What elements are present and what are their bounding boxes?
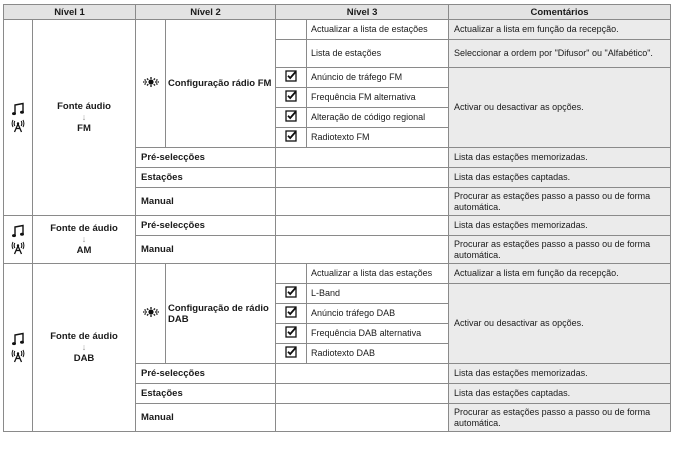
dab-stations[interactable]: Estações <box>136 384 276 404</box>
dab-option-3[interactable]: Radiotexto DAB <box>307 344 449 364</box>
fm-source-label: Fonte áudio <box>57 101 111 112</box>
fm-manual[interactable]: Manual <box>136 188 276 216</box>
fm-option-1[interactable]: Frequência FM alternativa <box>307 88 449 108</box>
fm-config-label: Configuração rádio FM <box>166 20 276 148</box>
dab-manual-comment: Procurar as estações passo a passo ou de forma automática. <box>449 404 671 432</box>
fm-option-2[interactable]: Alteração de código regional <box>307 108 449 128</box>
fm-station-list[interactable]: Lista de estações <box>307 40 449 68</box>
down-arrow-icon: ↓ <box>81 112 87 122</box>
dab-icon-cell <box>4 264 33 432</box>
fm-manual-comment: Procurar as estações passo a passo ou de forma automática. <box>449 188 671 216</box>
header-nivel2: Nível 2 <box>136 5 276 20</box>
header-nivel3: Nível 3 <box>276 5 449 20</box>
header-row <box>4 5 671 20</box>
settings-sun-icon <box>142 77 160 87</box>
fm-options-comment: Activar ou desactivar as opções. <box>449 68 671 148</box>
down-arrow-icon: ↓ <box>81 342 87 352</box>
fm-presets-comment: Lista das estações memorizadas. <box>449 148 671 168</box>
checkbox-checked-icon[interactable] <box>285 130 297 142</box>
dab-option-2[interactable]: Frequência DAB alternativa <box>307 324 449 344</box>
fm-band-label: FM <box>77 123 91 134</box>
fm-source-cell <box>33 20 136 216</box>
fm-refresh-list[interactable]: Actualizar a lista de estações <box>307 20 449 40</box>
dab-options-comment: Activar ou desactivar as opções. <box>449 284 671 364</box>
radio-antenna-icon <box>11 241 25 255</box>
settings-sun-icon <box>142 307 160 317</box>
dab-stations-comment: Lista das estações captadas. <box>449 384 671 404</box>
checkbox-checked-icon[interactable] <box>285 286 297 298</box>
fm-presets[interactable]: Pré-selecções <box>136 148 276 168</box>
radio-antenna-icon <box>11 349 25 363</box>
am-manual[interactable]: Manual <box>136 236 276 264</box>
music-note-icon <box>11 224 25 238</box>
fm-icon-cell <box>4 20 33 216</box>
fm-option-3[interactable]: Radiotexto FM <box>307 128 449 148</box>
fm-station-list-comment: Seleccionar a ordem por "Difusor" ou "Alfabético". <box>449 40 671 68</box>
am-presets[interactable]: Pré-selecções <box>136 216 276 236</box>
am-icon-cell <box>4 216 33 264</box>
dab-source-cell <box>33 264 136 432</box>
dab-band-label: DAB <box>73 353 95 364</box>
fm-refresh-list-comment: Actualizar a lista em função da recepção. <box>449 20 671 40</box>
fm-stations[interactable]: Estações <box>136 168 276 188</box>
dab-presets-comment: Lista das estações memorizadas. <box>449 364 671 384</box>
music-note-icon <box>11 332 25 346</box>
checkbox-checked-icon[interactable] <box>285 326 297 338</box>
dab-presets[interactable]: Pré-selecções <box>136 364 276 384</box>
dab-refresh-list[interactable]: Actualizar a lista das estações <box>307 264 449 284</box>
checkbox-checked-icon[interactable] <box>285 70 297 82</box>
fm-config-icon-cell <box>136 20 166 148</box>
dab-refresh-list-comment: Actualizar a lista em função da recepção. <box>449 264 671 284</box>
down-arrow-icon: ↓ <box>81 234 87 244</box>
dab-option-0[interactable]: L-Band <box>307 284 449 304</box>
checkbox-checked-icon[interactable] <box>285 110 297 122</box>
fm-option-0[interactable]: Anúncio de tráfego FM <box>307 68 449 88</box>
header-comentarios: Comentários <box>449 5 671 20</box>
checkbox-checked-icon[interactable] <box>285 346 297 358</box>
radio-menu-table <box>3 4 671 432</box>
radio-antenna-icon <box>11 119 25 133</box>
checkbox-checked-icon[interactable] <box>285 306 297 318</box>
dab-source-label: Fonte de áudio <box>50 331 118 342</box>
am-band-label: AM <box>76 245 92 256</box>
header-nivel1: Nível 1 <box>4 5 136 20</box>
am-source-label: Fonte de áudio <box>50 223 118 234</box>
dab-option-1[interactable]: Anúncio tráfego DAB <box>307 304 449 324</box>
dab-config-icon-cell <box>136 264 166 364</box>
am-source-cell <box>33 216 136 264</box>
dab-config-label: Configuração de rádio DAB <box>166 264 276 364</box>
checkbox-checked-icon[interactable] <box>285 90 297 102</box>
fm-stations-comment: Lista das estações captadas. <box>449 168 671 188</box>
am-manual-comment: Procurar as estações passo a passo ou de forma automática. <box>449 236 671 264</box>
music-note-icon <box>11 102 25 116</box>
am-presets-comment: Lista das estações memorizadas. <box>449 216 671 236</box>
dab-manual[interactable]: Manual <box>136 404 276 432</box>
